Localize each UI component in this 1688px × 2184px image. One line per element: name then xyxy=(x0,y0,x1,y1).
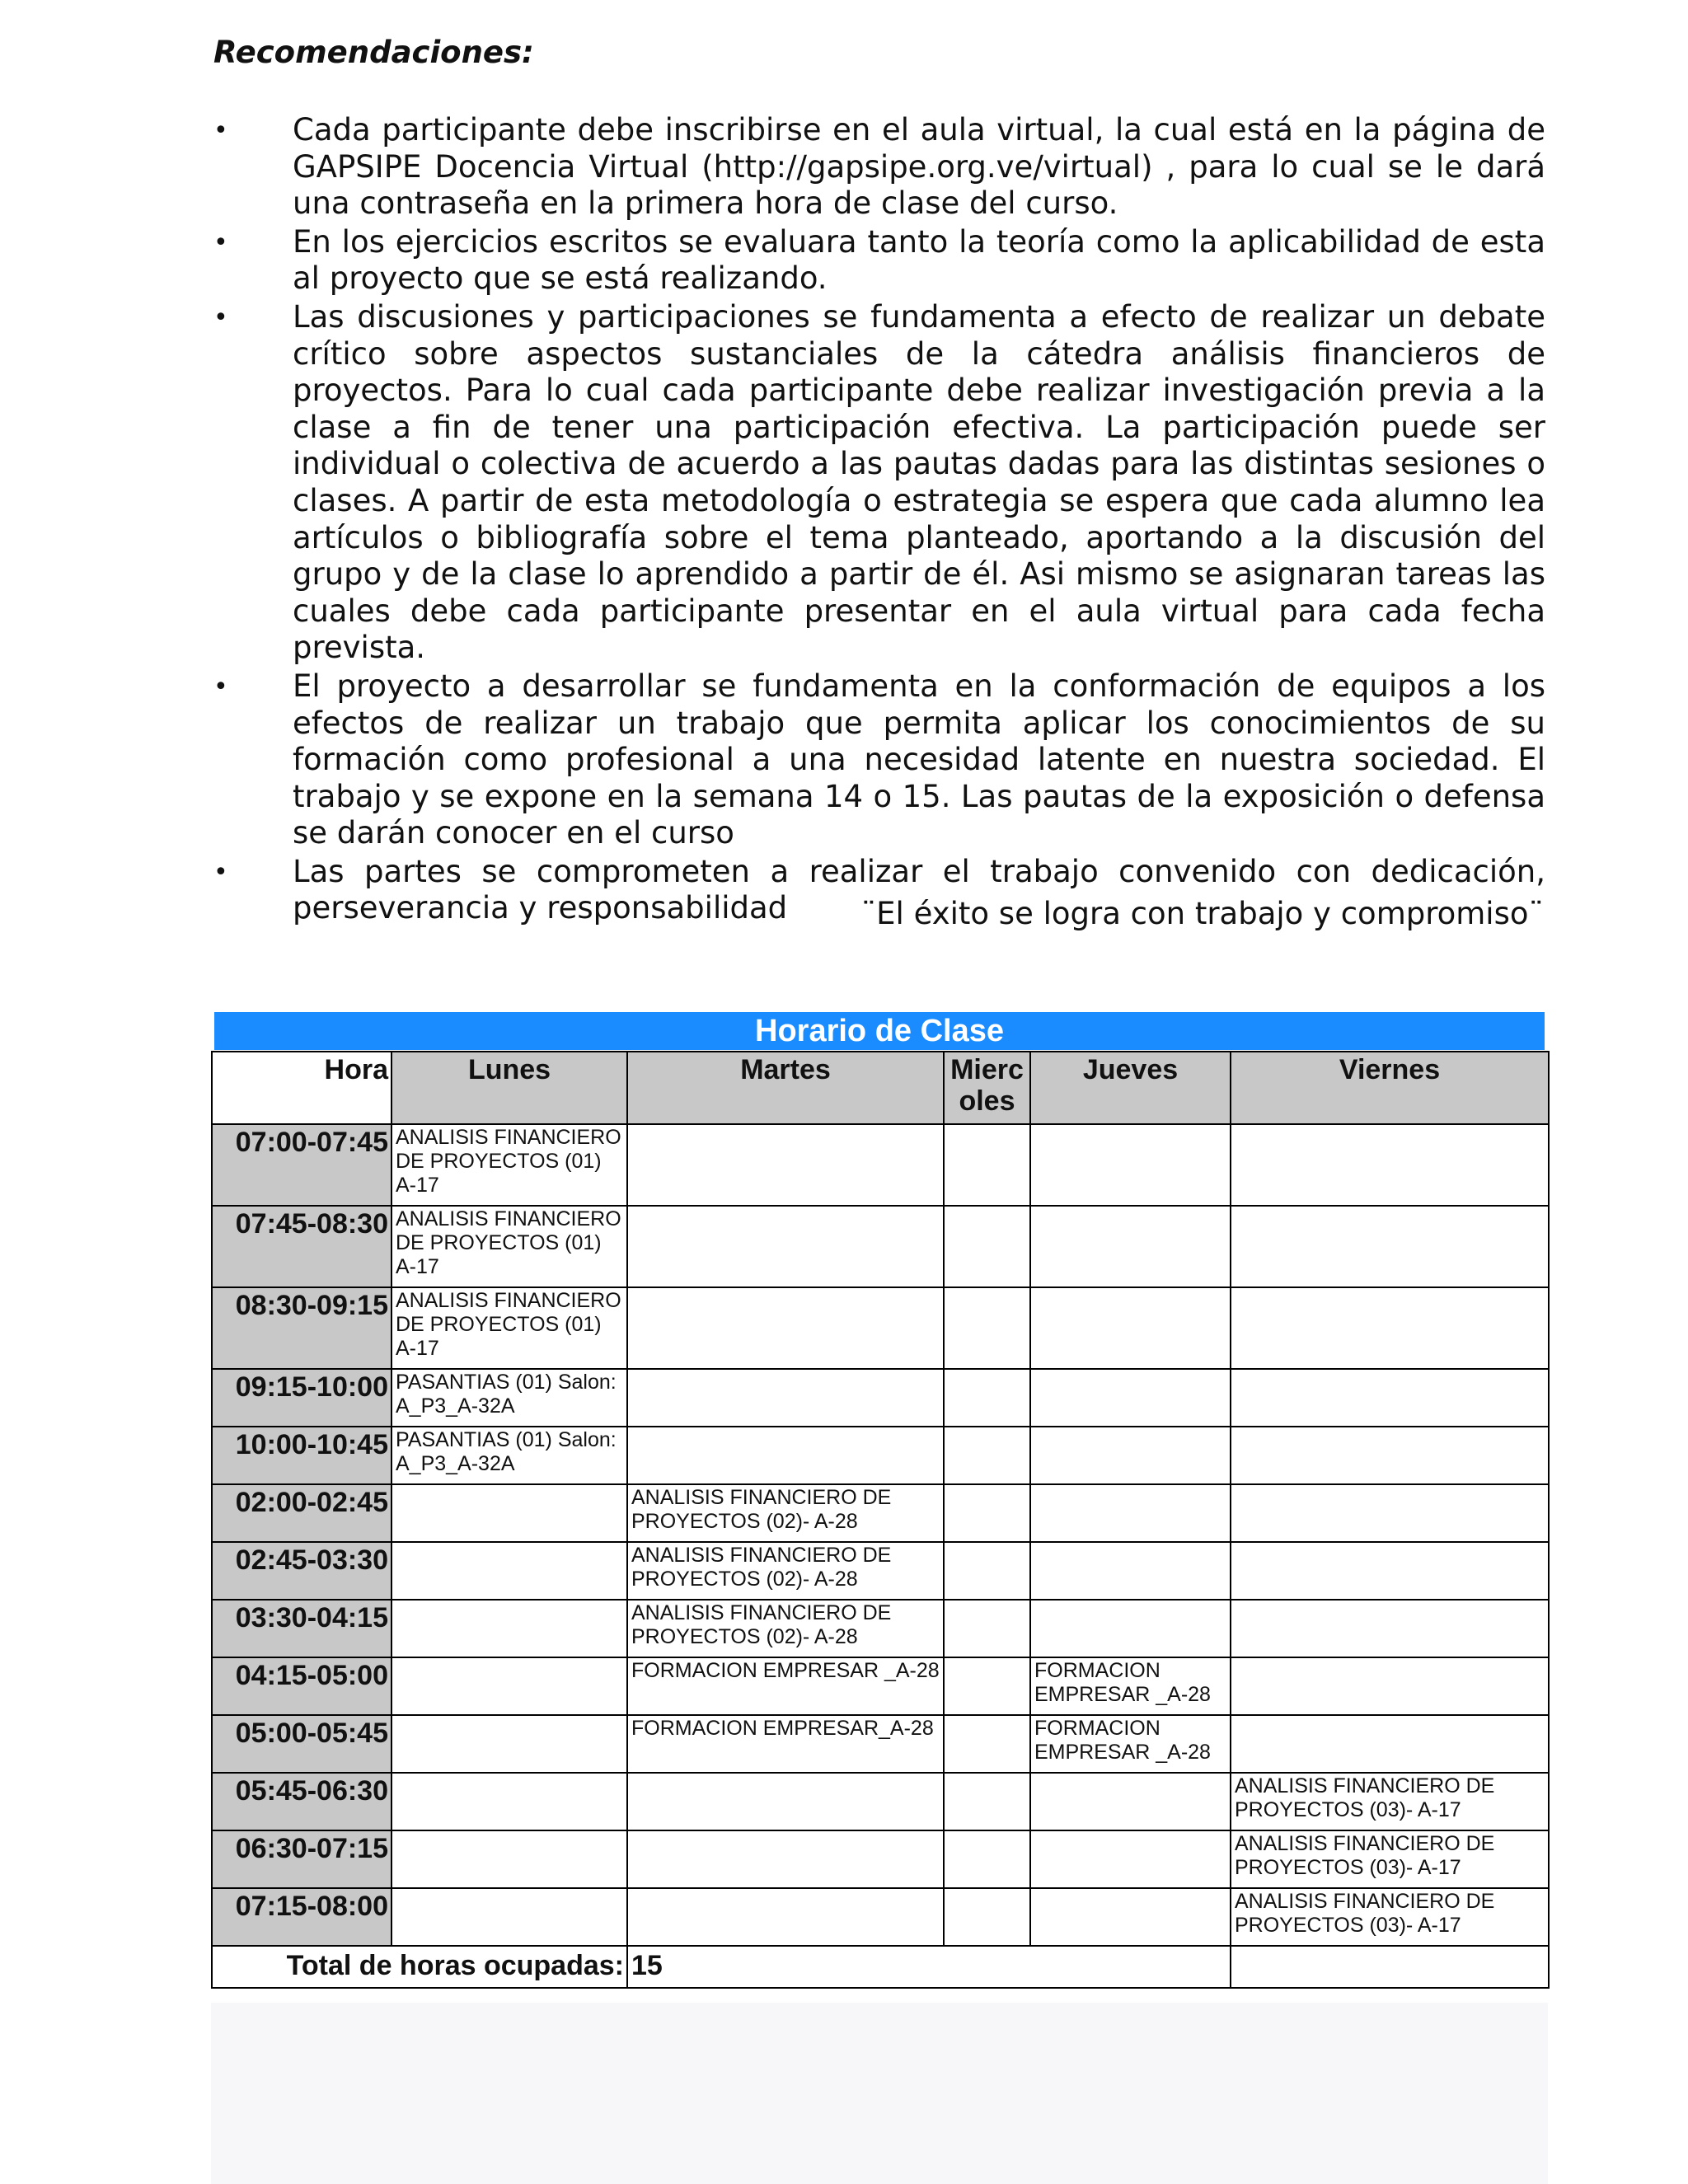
class-cell-viernes xyxy=(1231,1484,1549,1542)
list-item-text: Las discusiones y participaciones se fundamenta a efecto de realizar un debate crítico sobre aspectos sustanciales de la cátedra análisis financieros de proyectos. Para lo cual cada participante debe realizar investigación previa a la clase a fin de tener una participación efectiva. La participación puede ser individual o colectiva de acuerdo a las pautas dadas para las distintas sesiones o clases. A partir de esta metodología o estrategia se espera que cada alumno lea artículos o bibliografía sobre el tema planteado, aportando a la discusión del grupo y de la clase lo aprendido a partir de él. Asi mismo se asignaran tareas las cuales debe cada participante presentar en el aula virtual para cada fecha prevista. xyxy=(293,298,1545,666)
class-cell-viernes xyxy=(1231,1542,1549,1600)
class-cell-viernes xyxy=(1231,1600,1549,1657)
time-slot: 08:30-09:15 xyxy=(212,1287,392,1369)
total-hours-value: 15 xyxy=(627,1946,1231,1988)
table-row xyxy=(212,1287,1549,1369)
header-jueves: Jueves xyxy=(1030,1052,1231,1124)
class-cell-miercoles xyxy=(944,1484,1030,1542)
time-slot: 10:00-10:45 xyxy=(212,1427,392,1484)
class-cell-jueves xyxy=(1030,1542,1231,1600)
header-miercoles: Mierc oles xyxy=(944,1052,1030,1124)
class-cell-martes xyxy=(627,1124,944,1206)
list-item xyxy=(213,112,1545,223)
bullet-icon: • xyxy=(213,116,228,145)
class-cell-jueves xyxy=(1030,1369,1231,1427)
time-slot: 04:15-05:00 xyxy=(212,1657,392,1715)
header-martes: Martes xyxy=(627,1052,944,1124)
class-cell-martes xyxy=(627,1830,944,1888)
schedule-header-row xyxy=(212,1052,1549,1124)
time-slot: 05:45-06:30 xyxy=(212,1773,392,1830)
class-cell-viernes xyxy=(1231,1369,1549,1427)
class-cell-viernes xyxy=(1231,1206,1549,1287)
class-cell-lunes: ANALISIS FINANCIERO DE PROYECTOS (01) A-17 xyxy=(392,1287,627,1369)
class-cell-viernes: ANALISIS FINANCIERO DE PROYECTOS (03)- A-17 xyxy=(1231,1888,1549,1946)
table-row xyxy=(212,1888,1549,1946)
class-cell-viernes xyxy=(1231,1657,1549,1715)
time-slot: 07:00-07:45 xyxy=(212,1124,392,1206)
table-row xyxy=(212,1124,1549,1206)
class-cell-jueves xyxy=(1030,1888,1231,1946)
class-cell-jueves: FORMACION EMPRESAR _A-28 xyxy=(1030,1657,1231,1715)
time-slot: 02:45-03:30 xyxy=(212,1542,392,1600)
class-cell-jueves xyxy=(1030,1600,1231,1657)
table-row xyxy=(212,1600,1549,1657)
recommendations-list xyxy=(213,112,1545,929)
class-cell-miercoles xyxy=(944,1600,1030,1657)
class-cell-jueves xyxy=(1030,1287,1231,1369)
bullet-icon: • xyxy=(213,302,228,332)
time-slot: 07:15-08:00 xyxy=(212,1888,392,1946)
class-cell-martes: ANALISIS FINANCIERO DE PROYECTOS (02)- A-28 xyxy=(627,1484,944,1542)
table-row xyxy=(212,1369,1549,1427)
class-cell-lunes xyxy=(392,1888,627,1946)
class-cell-lunes xyxy=(392,1657,627,1715)
list-item xyxy=(213,299,1545,667)
class-cell-jueves xyxy=(1030,1773,1231,1830)
class-cell-jueves xyxy=(1030,1124,1231,1206)
table-row xyxy=(212,1427,1549,1484)
closing-quote: ¨El éxito se logra con trabajo y compromiso¨ xyxy=(860,896,1544,931)
class-cell-miercoles xyxy=(944,1715,1030,1773)
time-slot: 03:30-04:15 xyxy=(212,1600,392,1657)
class-cell-jueves xyxy=(1030,1484,1231,1542)
class-cell-miercoles xyxy=(944,1124,1030,1206)
class-cell-martes: ANALISIS FINANCIERO DE PROYECTOS (02)- A-28 xyxy=(627,1600,944,1657)
table-row xyxy=(212,1206,1549,1287)
class-cell-lunes xyxy=(392,1484,627,1542)
time-slot: 02:00-02:45 xyxy=(212,1484,392,1542)
class-cell-jueves xyxy=(1030,1830,1231,1888)
class-cell-miercoles xyxy=(944,1206,1030,1287)
header-hora: Hora xyxy=(212,1052,392,1124)
class-cell-jueves: FORMACION EMPRESAR _A-28 xyxy=(1030,1715,1231,1773)
class-cell-miercoles xyxy=(944,1427,1030,1484)
class-cell-lunes xyxy=(392,1715,627,1773)
bullet-icon: • xyxy=(213,227,228,257)
class-cell-martes: FORMACION EMPRESAR _A-28 xyxy=(627,1657,944,1715)
time-slot: 05:00-05:45 xyxy=(212,1715,392,1773)
class-cell-viernes xyxy=(1231,1124,1549,1206)
total-hours-label: Total de horas ocupadas: xyxy=(212,1946,627,1988)
time-slot: 06:30-07:15 xyxy=(212,1830,392,1888)
bullet-icon: • xyxy=(213,672,228,701)
class-cell-lunes: ANALISIS FINANCIERO DE PROYECTOS (01) A-17 xyxy=(392,1206,627,1287)
class-cell-miercoles xyxy=(944,1542,1030,1600)
class-cell-martes xyxy=(627,1773,944,1830)
class-cell-miercoles xyxy=(944,1287,1030,1369)
table-row xyxy=(212,1542,1549,1600)
class-cell-viernes xyxy=(1231,1715,1549,1773)
class-cell-martes xyxy=(627,1369,944,1427)
class-cell-viernes xyxy=(1231,1427,1549,1484)
list-item-text: El proyecto a desarrollar se fundamenta en la conformación de equipos a los efectos de realizar un trabajo que permita aplicar los conocimientos de su formación como profesional a una necesidad latente en nuestra sociedad. El trabajo y se expone en la semana 14 o 15. Las pautas de la exposición o defensa se darán conocer en el curso xyxy=(293,668,1545,851)
class-cell-viernes xyxy=(1231,1287,1549,1369)
class-cell-jueves xyxy=(1030,1206,1231,1287)
recommendations-heading: Recomendaciones: xyxy=(213,35,534,70)
schedule-table xyxy=(211,1051,1550,1989)
class-cell-martes xyxy=(627,1287,944,1369)
page-bottom-shade xyxy=(211,2003,1548,2184)
class-cell-martes: ANALISIS FINANCIERO DE PROYECTOS (02)- A-28 xyxy=(627,1542,944,1600)
time-slot: 09:15-10:00 xyxy=(212,1369,392,1427)
class-cell-lunes: PASANTIAS (01) Salon: A_P3_A-32A xyxy=(392,1369,627,1427)
class-cell-lunes xyxy=(392,1600,627,1657)
header-lunes: Lunes xyxy=(392,1052,627,1124)
class-cell-martes: FORMACION EMPRESAR_A-28 xyxy=(627,1715,944,1773)
class-cell-lunes: PASANTIAS (01) Salon: A_P3_A-32A xyxy=(392,1427,627,1484)
table-row xyxy=(212,1715,1549,1773)
class-cell-miercoles xyxy=(944,1830,1030,1888)
class-cell-viernes: ANALISIS FINANCIERO DE PROYECTOS (03)- A-17 xyxy=(1231,1830,1549,1888)
header-viernes: Viernes xyxy=(1231,1052,1549,1124)
class-cell-lunes: ANALISIS FINANCIERO DE PROYECTOS (01) A-17 xyxy=(392,1124,627,1206)
table-row xyxy=(212,1657,1549,1715)
total-row xyxy=(212,1946,1549,1988)
class-cell-lunes xyxy=(392,1773,627,1830)
class-cell-martes xyxy=(627,1206,944,1287)
class-cell-lunes xyxy=(392,1542,627,1600)
class-cell-miercoles xyxy=(944,1369,1030,1427)
list-item-text: Cada participante debe inscribirse en el aula virtual, la cual está en la página de GAPSIPE Docencia Virtual (http://gapsipe.org.ve/virtual) , para lo cual se le dará una contraseña en la primera hora de clase del curso. xyxy=(293,112,1545,222)
schedule-title: Horario de Clase xyxy=(214,1012,1545,1050)
list-item xyxy=(213,668,1545,852)
class-cell-miercoles xyxy=(944,1657,1030,1715)
list-item-text: Las partes se comprometen a realizar el trabajo convenido con dedicación, perseverancia y responsabilidad xyxy=(293,853,1545,926)
total-empty-cell xyxy=(1231,1946,1549,1988)
class-cell-jueves xyxy=(1030,1427,1231,1484)
table-row xyxy=(212,1484,1549,1542)
table-row xyxy=(212,1830,1549,1888)
time-slot: 07:45-08:30 xyxy=(212,1206,392,1287)
list-item-text: En los ejercicios escritos se evaluara tanto la teoría como la aplicabilidad de esta al proyecto que se está realizando. xyxy=(293,223,1545,297)
class-cell-lunes xyxy=(392,1830,627,1888)
class-cell-viernes: ANALISIS FINANCIERO DE PROYECTOS (03)- A-17 xyxy=(1231,1773,1549,1830)
table-row xyxy=(212,1773,1549,1830)
bullet-icon: • xyxy=(213,857,228,887)
class-cell-martes xyxy=(627,1427,944,1484)
list-item xyxy=(213,224,1545,298)
class-cell-miercoles xyxy=(944,1773,1030,1830)
class-cell-miercoles xyxy=(944,1888,1030,1946)
class-cell-martes xyxy=(627,1888,944,1946)
